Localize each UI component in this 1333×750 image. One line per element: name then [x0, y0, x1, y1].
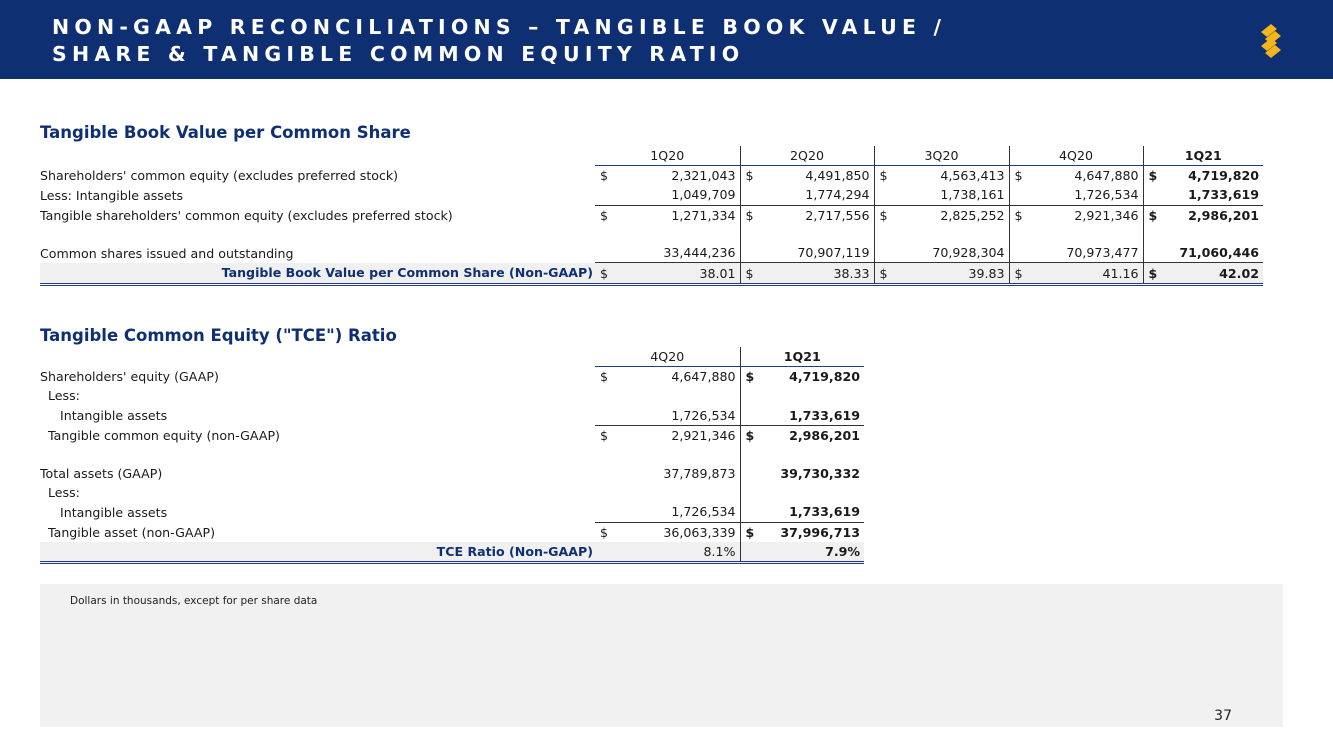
dollar-sign: $ — [1148, 207, 1158, 223]
cell-value: 41.16 — [1029, 263, 1143, 284]
cell-value: 2,986,201 — [1188, 207, 1259, 223]
row-label: Less: — [48, 388, 80, 404]
table-row — [40, 165, 1263, 185]
table-row — [40, 406, 864, 426]
dollar-sign: $ — [1014, 168, 1023, 184]
cell-value: 33,444,236 — [615, 243, 740, 263]
dollar-sign: $ — [600, 369, 609, 385]
tce-table — [40, 347, 864, 564]
cell-value: 4,719,820 — [789, 369, 860, 385]
cell-value: 2,921,346 — [615, 426, 740, 446]
tbv-col-header: 1Q20 — [595, 146, 740, 165]
cell-value: 1,726,534 — [615, 502, 740, 522]
cell-value: 70,928,304 — [894, 243, 1009, 263]
cell-value: 39.83 — [894, 263, 1009, 284]
dollar-sign: $ — [600, 428, 609, 444]
table-row — [40, 366, 864, 386]
result-label: TCE Ratio (Non-GAAP) — [40, 542, 595, 563]
cell-value: 1,774,294 — [760, 185, 874, 205]
cell-value: 2,986,201 — [789, 428, 860, 444]
cell-value: 42.02 — [1163, 263, 1263, 284]
row-label: Less: — [48, 485, 80, 501]
tce-col-header: 1Q21 — [740, 347, 864, 366]
dollar-sign: $ — [745, 207, 754, 223]
cell-value: 4,563,413 — [894, 165, 1009, 185]
tbv-section-title: Tangible Book Value per Common Share — [40, 123, 411, 142]
row-label: Tangible common equity (non-GAAP) — [48, 428, 280, 443]
dollar-sign: $ — [595, 263, 615, 284]
dollar-sign: $ — [1009, 263, 1029, 284]
table-row — [40, 483, 864, 502]
row-label: Intangible assets — [60, 504, 168, 520]
tbv-table — [40, 146, 1263, 286]
dollar-sign: $ — [745, 428, 755, 444]
row-label: Tangible shareholders' common equity (excludes preferred stock) — [40, 207, 453, 223]
cell-value: 4,647,880 — [1029, 165, 1143, 185]
cell-value: 4,719,820 — [1188, 168, 1259, 184]
cell-value: 1,738,161 — [894, 185, 1009, 205]
dollar-sign: $ — [879, 168, 888, 184]
tce-col-header: 4Q20 — [595, 347, 740, 366]
cell-value: 2,921,346 — [1029, 205, 1143, 225]
cell-value: 2,717,556 — [760, 205, 874, 225]
dollar-sign: $ — [745, 524, 755, 540]
tbv-header-row — [40, 146, 1263, 165]
table-row — [40, 185, 1263, 205]
cell-value: 4,647,880 — [615, 366, 740, 386]
dollar-sign: $ — [745, 168, 754, 184]
tbv-col-header: 3Q20 — [874, 146, 1009, 165]
row-label: Shareholders' equity (GAAP) — [40, 368, 219, 384]
dollar-sign: $ — [1148, 168, 1158, 184]
dollar-sign: $ — [1143, 263, 1163, 284]
cell-value: 38.33 — [760, 263, 874, 284]
cell-value: 1,049,709 — [615, 185, 740, 205]
cell-value: 2,825,252 — [894, 205, 1009, 225]
table-row — [40, 243, 1263, 263]
tce-header-row — [40, 347, 864, 366]
cell-value: 70,907,119 — [760, 243, 874, 263]
dollar-sign: $ — [740, 263, 760, 284]
cell-value: 39,730,332 — [780, 465, 860, 481]
result-label: Tangible Book Value per Common Share (Non-GAAP) — [40, 263, 595, 284]
row-label: Tangible asset (non-GAAP) — [48, 524, 216, 540]
tbv-result-row — [40, 263, 1263, 284]
cell-value: 8.1% — [615, 542, 740, 563]
table-row — [40, 426, 864, 446]
cell-value: 1,733,619 — [1163, 185, 1263, 205]
cell-value: 4,491,850 — [760, 165, 874, 185]
dollar-sign: $ — [1014, 207, 1023, 223]
cell-value: 7.9% — [760, 542, 864, 563]
cell-value: 1,726,534 — [615, 406, 740, 426]
dollar-sign: $ — [600, 524, 609, 540]
cell-value: 1,271,334 — [615, 205, 740, 225]
slide-title: NON-GAAP RECONCILIATIONS – TANGIBLE BOOK VALUE / SHARE & TANGIBLE COMMON EQUITY RATIO — [52, 15, 947, 66]
cell-value: 70,973,477 — [1029, 243, 1143, 263]
tbv-col-header: 4Q20 — [1009, 146, 1143, 165]
footnote-panel — [40, 584, 1283, 727]
table-row — [40, 522, 864, 542]
row-label: Shareholders' common equity (excludes preferred stock) — [40, 167, 399, 183]
dollar-sign: $ — [600, 207, 609, 223]
stacked-s-logo-icon — [1255, 22, 1287, 60]
row-label: Less: Intangible assets — [40, 187, 184, 203]
slide-header — [0, 0, 1333, 79]
table-row — [40, 502, 864, 522]
row-label: Common shares issued and outstanding — [40, 245, 294, 261]
cell-value: 36,063,339 — [615, 522, 740, 542]
dollar-sign: $ — [874, 263, 894, 284]
cell-value: 1,733,619 — [760, 406, 864, 426]
dollar-sign: $ — [879, 207, 888, 223]
cell-value: 38.01 — [615, 263, 740, 284]
table-row — [40, 205, 1263, 225]
table-row — [40, 386, 864, 405]
footnote: Dollars in thousands, except for per share data — [70, 595, 318, 607]
row-label: Intangible assets — [60, 408, 168, 424]
dollar-sign: $ — [600, 168, 609, 184]
cell-value: 2,321,043 — [615, 165, 740, 185]
cell-value: 37,996,713 — [780, 524, 860, 540]
cell-value: 37,789,873 — [615, 463, 740, 482]
table-row — [40, 463, 864, 482]
tce-section-title: Tangible Common Equity ("TCE") Ratio — [40, 326, 397, 345]
cell-value: 1,726,534 — [1029, 185, 1143, 205]
tbv-col-header: 2Q20 — [740, 146, 874, 165]
row-label: Total assets (GAAP) — [40, 465, 163, 481]
cell-value: 1,733,619 — [760, 502, 864, 522]
tbv-col-header: 1Q21 — [1143, 146, 1263, 165]
cell-value: 71,060,446 — [1163, 243, 1263, 263]
dollar-sign: $ — [745, 369, 755, 385]
page-number: 37 — [1214, 708, 1232, 724]
tce-result-row — [40, 542, 864, 563]
